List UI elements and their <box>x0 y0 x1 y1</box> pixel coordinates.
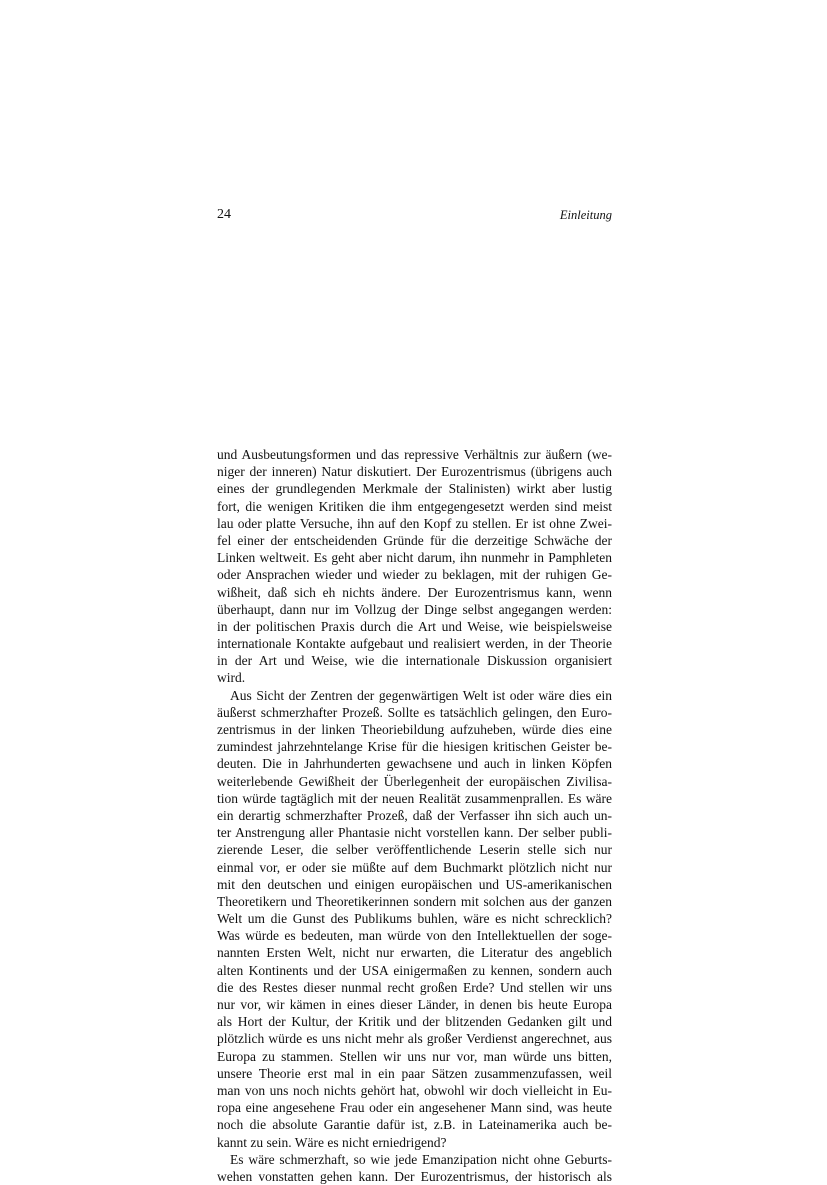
text-line: nannten Ersten Welt, nicht nur erwarten, die Literatur des angeblich <box>217 945 612 961</box>
text-line: Aus Sicht der Zentren der gegenwärtigen Welt ist oder wäre dies ein <box>230 687 612 703</box>
text-line: deuten. Die in Jahrhunderten gewachsene und auch in linken Köpfen <box>217 756 612 772</box>
book-page <box>217 206 612 1184</box>
text-line: wißheit, daß sich eh nichts ändere. Der Eurozentrismus kann, wenn <box>217 584 612 600</box>
paragraph <box>217 1151 612 1185</box>
text-line: noch die absolute Garantie dafür ist, z.B. in Lateinamerika auch be- <box>217 1117 612 1133</box>
text-line: alten Kontinents und der USA einigermaßen zu kennen, sondern auch <box>217 962 612 978</box>
text-line: nur vor, wir kämen in eines dieser Länder, in denen bis heute Europa <box>217 997 612 1012</box>
text-line: Es wäre schmerzhaft, so wie jede Emanzipation nicht ohne Geburts- <box>230 1151 612 1167</box>
text-line: fel einer der entscheidenden Gründe für die derzeitige Schwäche der <box>217 532 612 548</box>
body-text <box>217 446 612 1185</box>
text-line: unsere Theorie erst mal in ein paar Sätzen zusammenzufassen, weil <box>217 1065 612 1081</box>
text-line: äußerst schmerzhafter Prozeß. Sollte es tatsächlich gelingen, den Euro- <box>217 704 612 720</box>
text-line: ein derartig schmerzhafter Prozeß, daß der Verfasser ihn sich auch un- <box>217 807 612 823</box>
paragraph <box>217 687 612 1151</box>
text-line: einmal vor, er oder sie müßte auf dem Buchmarkt plötzlich nicht nur <box>217 859 612 875</box>
text-line: niger der inneren) Natur diskutiert. Der Eurozentrismus (übrigens auch <box>217 464 612 480</box>
text-line: plötzlich würde es uns nicht mehr als großer Verdienst angerechnet, aus <box>217 1031 612 1047</box>
text-line: zentrismus in der linken Theoriebildung aufzuheben, würde dies eine <box>217 722 612 737</box>
text-line: Was würde es bedeuten, man würde von den Intellektuellen der soge- <box>217 928 612 944</box>
text-line: eines der grundlegenden Merkmale der Stalinisten) wirkt aber lustig <box>217 481 612 497</box>
text-line: kannt zu sein. Wäre es nicht erniedrigend? <box>217 1134 447 1150</box>
text-line: mit den deutschen und einigen europäischen und US-amerikanischen <box>217 876 612 892</box>
text-line: Welt um die Gunst des Publikums buhlen, wäre es nicht schrecklich? <box>217 911 612 927</box>
text-line: als Hort der Kultur, der Kritik und der blitzenden Gedanken gilt und <box>217 1014 612 1030</box>
text-line: die des Restes dieser nunmal recht großen Erde? Und stellen wir uns <box>217 979 612 995</box>
text-line: Linken weltweit. Es geht aber nicht darum, ihn nunmehr in Pamphleten <box>217 550 612 566</box>
text-line: wird. <box>217 670 246 686</box>
text-line: und Ausbeutungsformen und das repressive Verhältnis zur äußern (we- <box>217 447 612 462</box>
text-line: in der politischen Praxis durch die Art und Weise, wie beispielsweise <box>217 618 612 634</box>
text-line: fort, die wenigen Kritiken die ihm entgegengesetzt werden sind meist <box>217 498 612 514</box>
running-head <box>217 206 612 224</box>
paragraph <box>217 446 612 687</box>
running-head-section-title: Einleitung <box>559 208 612 222</box>
text-line: Europa zu stammen. Stellen wir uns nur vor, man würde uns bitten, <box>217 1048 612 1064</box>
text-line: lau oder platte Versuche, ihn auf den Kopf zu stellen. Er ist ohne Zwei- <box>217 515 612 531</box>
text-line: überhaupt, dann nur im Vollzug der Dinge selbst angegangen werden: <box>217 601 612 617</box>
text-line: Theoretikern und Theoretikerinnen sondern mit solchen aus der ganzen <box>217 893 612 909</box>
page-number: 24 <box>217 207 231 222</box>
text-line: weiterlebende Gewißheit der Überlegenheit der europäischen Zivilisa- <box>217 773 612 789</box>
text-line: in der Art und Weise, wie die internationale Diskussion organisiert <box>217 653 612 669</box>
text-line: zierende Leser, die selber veröffentlichende Leserin stelle sich nur <box>217 842 612 858</box>
text-line: ropa eine angesehene Frau oder ein angesehener Mann sind, was heute <box>217 1100 612 1116</box>
text-line: tion würde tagtäglich mit der neuen Realität zusammenprallen. Es wäre <box>217 790 612 806</box>
text-line: man von uns noch nichts gehört hat, obwohl wir doch vielleicht in Eu- <box>217 1082 612 1098</box>
text-line: zumindest jahrzehntelange Krise für die hiesigen kritischen Geister be- <box>217 739 612 755</box>
text-line: ter Anstrengung aller Phantasie nicht vorstellen kann. Der selber publi- <box>217 825 612 841</box>
text-line: oder Ansprachen wieder und wieder zu beklagen, mit der ruhigen Ge- <box>217 567 612 583</box>
text-line: internationale Kontakte aufgebaut und realisiert werden, in der Theorie <box>217 636 612 652</box>
text-line: wehen vonstatten gehen kann. Der Eurozentrismus, der historisch als <box>217 1168 612 1184</box>
